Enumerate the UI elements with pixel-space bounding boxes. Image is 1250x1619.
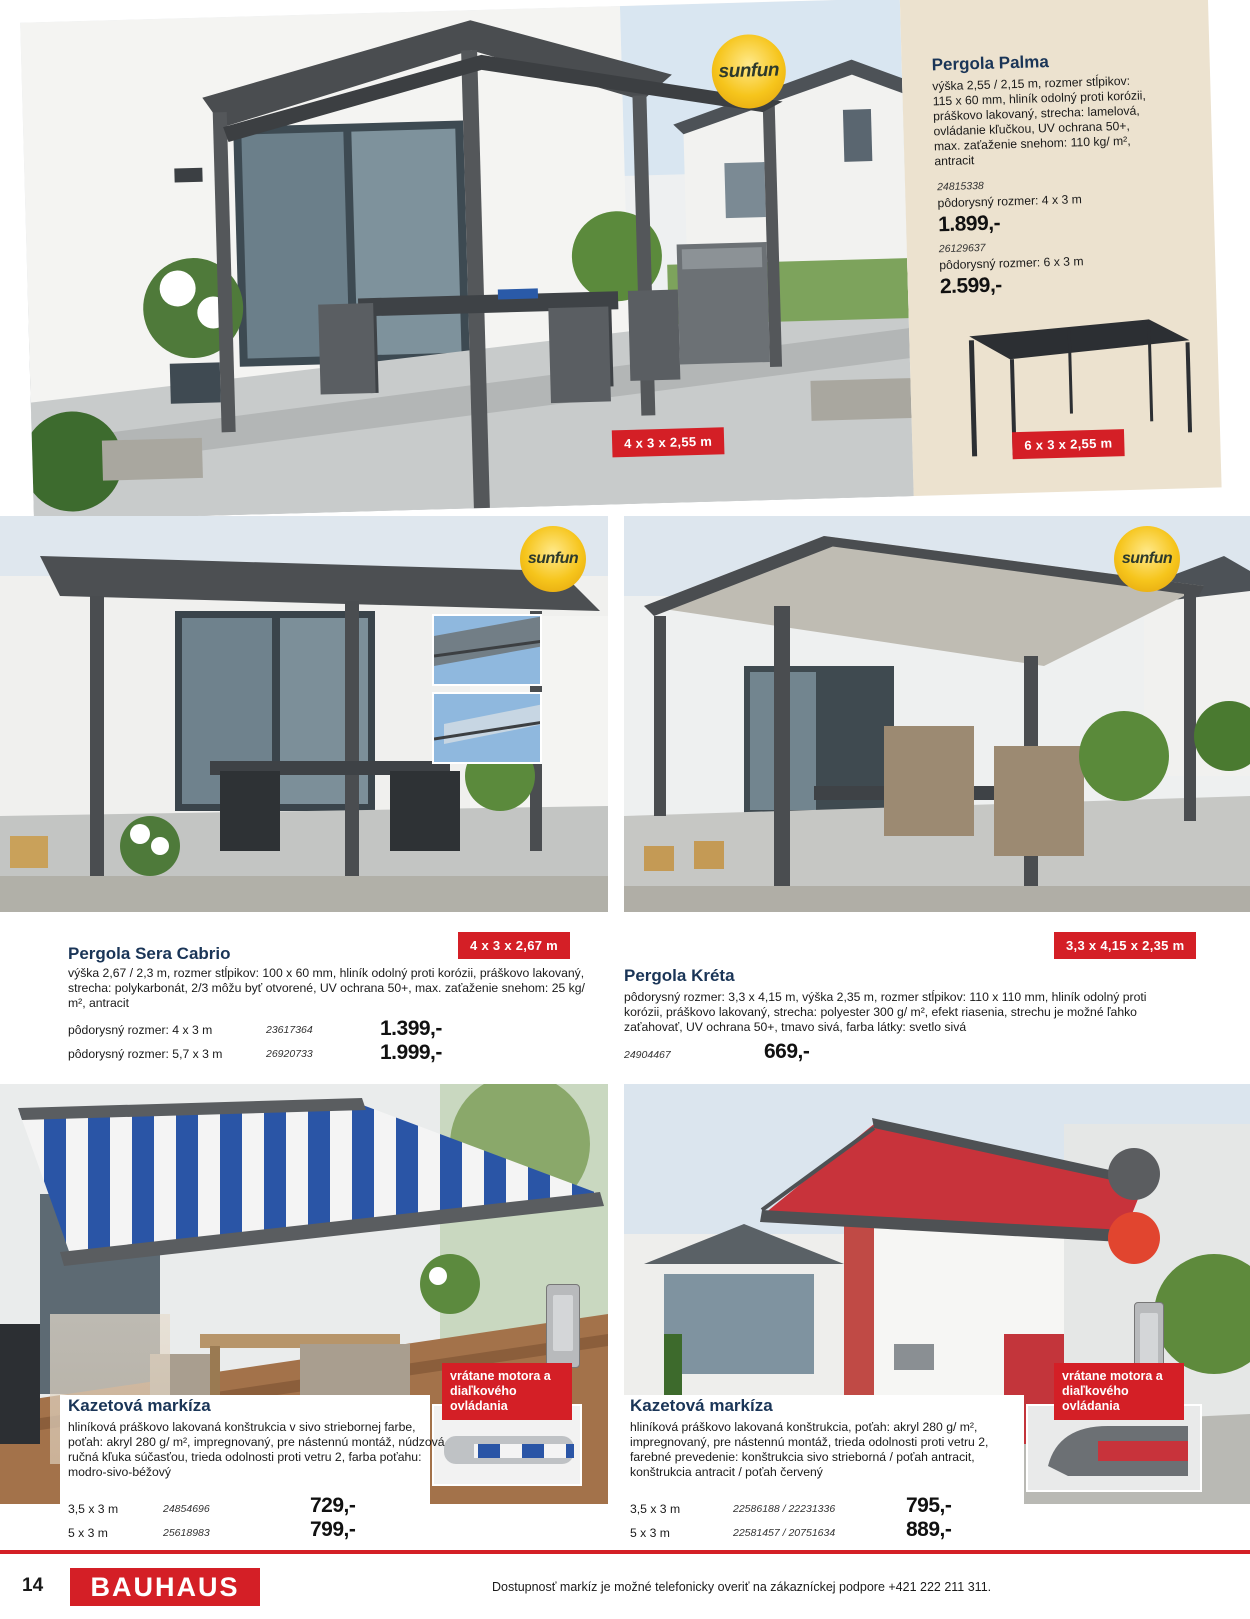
palma-size-1: pôdorysný rozmer: 4 x 3 m	[937, 192, 1082, 211]
markiza1-callout: vrátane motora a diaľkového ovládania	[442, 1363, 572, 1420]
markiza1-price-1: 729,-	[310, 1494, 356, 1517]
sunfun-logo: sunfun	[711, 33, 787, 109]
markiza2-callout: vrátane motora a diaľkového ovládania	[1054, 1363, 1184, 1420]
sera-title: Pergola Sera Cabrio	[68, 944, 231, 963]
sera-photo	[0, 516, 608, 912]
kreta-description: pôdorysný rozmer: 3,3 x 4,15 m, výška 2,35 m, rozmer stĺpikov: 110 x 110 mm, hliník odolný proti korózii, práškovo lakovaný, strecha: polyester 300 g/ m², efekt riasenia, strechu je možné ľahko zaťahovať, UV ochrana 50+, tmavo sivá, farba látky: svetlo sivá	[624, 990, 1147, 1034]
markiza2-sku-2: 22581457 / 20751634	[733, 1527, 836, 1539]
markiza1-description: hliníková práškovo lakovaná konštrukcia v sivo striebornej farbe, poťah: akryl 280 g/ m², impregnovaný, pre nástennú montáž, núdzová ručná kľuka súčasťou, trieda odolnosti proti vetru 2, farba poťahu: modro-sivo-béžový	[68, 1420, 445, 1479]
kreta-sku: 24904467	[624, 1049, 671, 1061]
palma-photo	[20, 0, 914, 521]
sera-size-1: pôdorysný rozmer: 4 x 3 m	[68, 1023, 213, 1037]
kreta-photo	[624, 516, 1250, 912]
palma-size-2: pôdorysný rozmer: 6 x 3 m	[939, 254, 1084, 273]
markiza2-sku-1: 22586188 / 22231336	[733, 1503, 836, 1515]
palma-price-2: 2.599,-	[939, 273, 1003, 299]
markiza2-size-1: 3,5 x 3 m	[630, 1502, 681, 1516]
markiza1-size-2: 5 x 3 m	[68, 1526, 108, 1540]
markiza1-sku-2: 25618983	[163, 1527, 210, 1539]
markiza2-price-2: 889,-	[906, 1518, 952, 1541]
sunfun-logo: sunfun	[1114, 526, 1180, 592]
markiza2-title: Kazetová markíza	[630, 1396, 773, 1415]
colour-swatch-red	[1108, 1212, 1160, 1264]
markiza1-title: Kazetová markíza	[68, 1396, 211, 1415]
kreta-title: Pergola Kréta	[624, 966, 735, 985]
page-number: 14	[22, 1575, 44, 1596]
palma-photo-size-badge: 4 x 3 x 2,55 m	[612, 427, 725, 457]
palma-drawing-size-badge: 6 x 3 x 2,55 m	[1012, 429, 1125, 459]
sera-sku-1: 23617364	[266, 1024, 313, 1036]
palma-sku-1: 24815338	[936, 179, 984, 194]
markiza2-size-2: 5 x 3 m	[630, 1526, 670, 1540]
palma-info-box	[900, 0, 1222, 496]
palma-price-1: 1.899,-	[937, 211, 1001, 237]
markiza1-size-1: 3,5 x 3 m	[68, 1502, 119, 1516]
sera-description: výška 2,67 / 2,3 m, rozmer stĺpikov: 100 x 60 mm, hliník odolný proti korózii, práškovo lakovaný, strecha: polykarbonát, 2/3 môžu byť otvorené, UV ochrana 50+, max. zaťaženie snehom: 25 kg/ m², antracit	[68, 966, 585, 1010]
palma-sku-2: 26129637	[938, 241, 986, 256]
markiza1-price-2: 799,-	[310, 1518, 356, 1541]
sera-price-1: 1.399,-	[380, 1017, 442, 1040]
sera-price-2: 1.999,-	[380, 1041, 442, 1064]
markiza2-price-1: 795,-	[906, 1494, 952, 1517]
palma-panel	[14, 0, 1228, 527]
kreta-size-badge: 3,3 x 4,15 x 2,35 m	[1054, 932, 1196, 959]
footer-note: Dostupnosť markíz je možné telefonicky overiť na zákazníckej podpore +421 222 211 311.	[492, 1580, 992, 1594]
sera-size-badge: 4 x 3 x 2,67 m	[458, 932, 570, 959]
kreta-price: 669,-	[764, 1040, 810, 1063]
sera-size-2: pôdorysný rozmer: 5,7 x 3 m	[68, 1047, 223, 1061]
markiza2-description: hliníková práškovo lakovaná konštrukcia, poťah: akryl 280 g/ m², impregnovaný, pre nástennú montáž, trieda odolnosti proti vetru 2, farebné prevedenie: konštrukcia sivo strieborná / poťah antracit, konštrukcia antracit / poťah červený	[630, 1420, 989, 1479]
palma-description: výška 2,55 / 2,15 m, rozmer stĺpikov: 115 x 60 mm, hliník odolný proti korózii, práškovo lakovaný, strecha: lamelová, ovládanie kľučkou, UV ochrana 50+, max. zaťaženie snehom: 110 kg/ m², antracit	[932, 73, 1146, 169]
palma-title: Pergola Palma	[931, 52, 1050, 75]
sunfun-logo: sunfun	[520, 526, 586, 592]
sera-roof-open-inset	[432, 692, 542, 764]
sera-sku-2: 26920733	[266, 1048, 313, 1060]
sera-roof-closed-inset	[432, 614, 542, 686]
colour-swatch-grey	[1108, 1148, 1160, 1200]
footer-divider	[0, 1550, 1250, 1554]
bauhaus-logo: BAUHAUS	[70, 1568, 260, 1606]
markiza1-sku-1: 24854696	[163, 1503, 210, 1515]
remote-control-icon	[546, 1284, 580, 1368]
